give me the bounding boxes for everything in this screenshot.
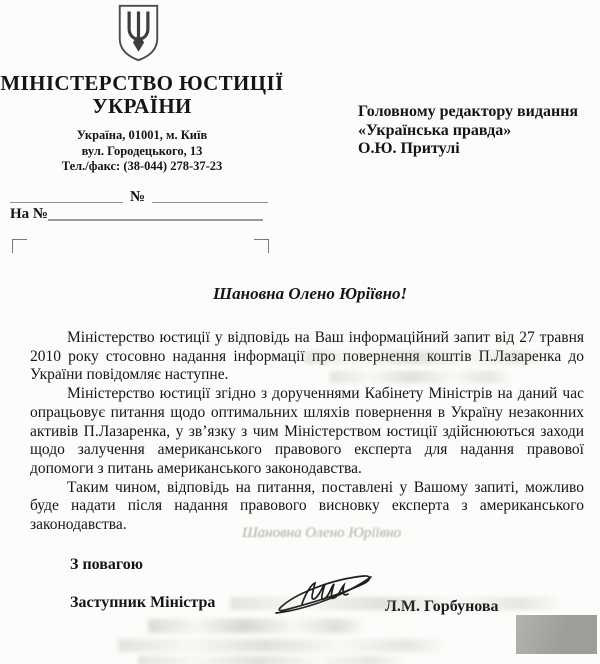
bleed-through-line — [118, 639, 443, 652]
ministry-address — [0, 128, 284, 175]
body-paragraph-1: Міністерство юстиції у відповідь на Ваш інформаційний запит від 27 травня 2010 року стосовно надання інформації про повернення коштів П.Лазаренка до України повідомляє наступне. — [30, 329, 584, 384]
bleed-through-line — [305, 351, 545, 364]
reply-to-number-label: На № — [10, 206, 48, 222]
bleed-through-line — [148, 619, 363, 633]
bleed-through-salutation: Шановна Олено Юріївно — [242, 525, 402, 541]
tryzub-coat-of-arms-icon — [116, 3, 161, 63]
body-paragraph-2: Міністерство юстиції згідно з дорученнями Кабінету Міністрів на даний час опрацьовує питання щодо оптимальних шляхів повернення в Україну незаконних активів П.Лазаренка, у зв’язку з чим Міністерством юстиції здійснюються заходи щодо залучення американського правового експерта для надання правової допомоги з питань американського законодавства. — [30, 385, 584, 477]
recipient-block — [358, 103, 578, 159]
bleed-through-line — [330, 371, 510, 383]
ministry-title-line1: МІНІСТЕРСТВО ЮСТИЦІЇ — [0, 71, 284, 95]
address-line-city: Україна, 01001, м. Київ — [76, 128, 208, 142]
reply-number-blank-line — [48, 219, 263, 221]
ministry-title-line2: УКРАЇНИ — [92, 94, 192, 118]
salutation: Шановна Олено Юріївно! — [213, 284, 408, 303]
number-sign-label: № — [130, 189, 146, 205]
bleed-through-line — [230, 597, 560, 610]
body-paragraph-3: Таким чином, відповідь на питання, поставлені у Вашому запиті, можливо буде надати після надання правового висновку експерта з американського законодавства. — [30, 478, 584, 534]
signer-name: Л.М. Горбунова — [385, 598, 499, 615]
signer-position: Заступник Міністра — [70, 594, 216, 611]
handwritten-signature — [274, 570, 374, 618]
recipient-title: Головному редактору видання — [358, 103, 579, 120]
closing-regards: З повагою — [70, 556, 143, 573]
address-line-street: вул. Городецького, 13 — [81, 143, 203, 158]
outgoing-number-blank-line — [152, 202, 268, 203]
address-window-corner-right — [254, 239, 269, 253]
date-blank-line — [10, 202, 123, 203]
bleed-through-line — [138, 656, 403, 664]
address-window-corner-left — [12, 239, 27, 253]
address-line-phone: Тел./факс: (38-044) 278-37-23 — [61, 159, 223, 173]
ministry-title — [0, 72, 284, 118]
recipient-name: О.Ю. Притулі — [358, 140, 460, 157]
recipient-publication: «Українська правда» — [358, 121, 512, 139]
scanner-artifact-box — [516, 615, 597, 654]
